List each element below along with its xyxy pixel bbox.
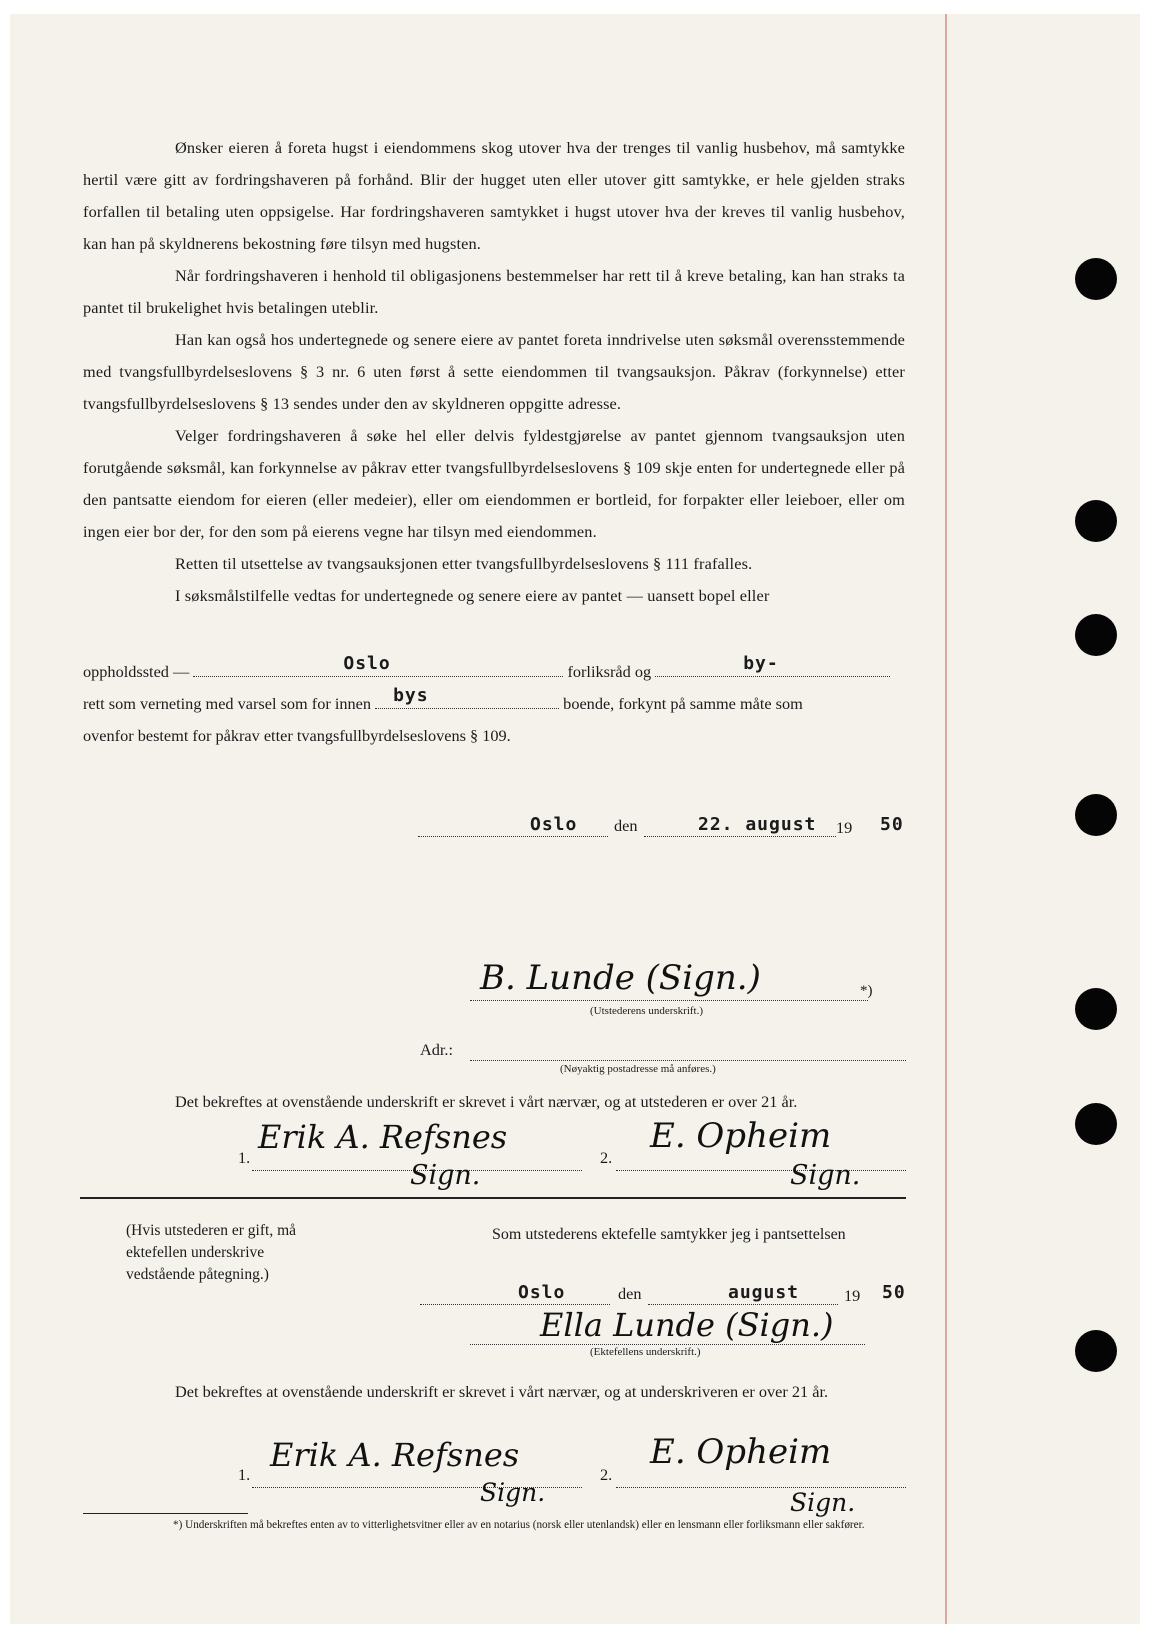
punch-hole	[1075, 500, 1117, 542]
witness-2b-signature: E. Opheim	[650, 1432, 832, 1472]
date1-year-suffix: 50	[880, 814, 904, 835]
witness-1-sign-note: Sign.	[410, 1160, 481, 1191]
date-fill-place	[418, 816, 608, 837]
venue-line-2	[83, 685, 905, 720]
spouse-caption: (Ektefellens underskrift.)	[590, 1346, 701, 1358]
date2-year-prefix: 19	[844, 1286, 861, 1305]
witness-2-number: 2.	[600, 1148, 613, 1167]
footnote-marker: *)	[860, 983, 873, 999]
witness-2b-sign-note: Sign.	[790, 1488, 856, 1517]
punch-hole	[1075, 988, 1117, 1030]
spouse-consent: Som utstederens ektefelle samtykker jeg i pantsettelsen	[492, 1226, 846, 1243]
witness-statement-2: Det bekreftes at ovenstående underskrift er skrevet i vårt nærvær, og at underskriveren er over 21 år.	[175, 1382, 829, 1401]
witness-2-sign-note: Sign.	[790, 1160, 861, 1191]
date-line-1	[418, 812, 908, 844]
issuer-signature-line	[470, 980, 868, 1001]
footnote: *) Underskriften må bekreftes enten av to vitterlighetsvitner eller av en notarius (norsk eller utenlandsk) eller en lensmann eller forliksmann eller sakfører.	[173, 1519, 865, 1531]
witness-1b-number: 1.	[238, 1465, 251, 1484]
place-fill	[193, 653, 563, 677]
address-label: Adr.:	[420, 1040, 454, 1059]
punch-hole	[1075, 794, 1117, 836]
date2-fill-place	[420, 1284, 610, 1305]
issuer-caption: (Utstederens underskrift.)	[590, 1005, 704, 1017]
paragraph-utsettelse: Retten til utsettelse av tvangsauksjonen etter tvangsfullbyrdelseslovens § 111 frafalles.	[175, 554, 753, 573]
section-divider	[80, 1197, 906, 1199]
venue-line2-prefix: rett som verneting med varsel som for innen	[83, 694, 372, 713]
paragraph-hugst: Ønsker eieren å foreta hugst i eiendommens skog utover hva der trenges til vanlig husbehov, må samtykke hertil være gitt av fordringshaveren på forhånd. Blir der hugget uten eller utover gitt samtykke, er hele gjelden straks forfallen til betaling uten oppsigelse. Har fordringshaveren samtykket i hugst utover hva der kreves til vanlig husbehov, kan han på skyldnerens bekostning føre tilsyn med hugsten.	[83, 138, 905, 253]
punch-hole	[1075, 258, 1117, 300]
paragraph-inndrivelse: Han kan også hos undertegnede og senere eiere av pantet foreta inndrivelse uten søksmål overensstemmende med tvangsfullbyrdelseslovens § 3 nr. 6 uten først å sette eiendommen til tvangsauksjon. Påkrav (forkynnelse) etter tvangsfullbyrdelseslovens § 13 sendes under den av skyldneren oppgitte adresse.	[83, 330, 905, 413]
paragraph-tvangsauksjon: Velger fordringshaveren å søke hel eller delvis fyldestgjørelse av pantet gjennom tvangsauksjon uten forutgående søksmål, kan forkynnelse av påkrav etter tvangsfullbyrdelseslovens § 109 skje enten for undertegnede eller på den pantsatte eiendom for eieren (eller medeier), eller om eiendommen er bortleid, for forpakter eller leieboer, eller om ingen eier bor der, for den som på eierens vegne har tilsyn med eiendommen.	[83, 426, 905, 541]
date1-year-prefix: 19	[836, 818, 853, 837]
paragraph-soksmaal: I søksmålstilfelle vedtas for undertegnede og senere eiere av pantet — uansett bopel eller	[175, 586, 770, 605]
margin-line	[945, 14, 947, 1624]
date2-place: Oslo	[518, 1282, 566, 1303]
punch-hole	[1075, 614, 1117, 656]
date2-year-suffix: 50	[882, 1282, 906, 1303]
venue-mid: forliksråd og	[567, 662, 652, 681]
witness-2b-number: 2.	[600, 1465, 613, 1484]
venue-line-1	[83, 653, 905, 688]
date1-place: Oslo	[530, 814, 578, 835]
witness-2-signature: E. Opheim	[650, 1116, 832, 1156]
punch-hole	[1075, 1330, 1117, 1372]
venue-line-3: ovenfor bestemt for påkrav etter tvangsfullbyrdelseslovens § 109.	[83, 726, 511, 745]
body-text	[83, 132, 905, 612]
date2-den: den	[618, 1284, 642, 1303]
spouse-note: (Hvis utstederen er gift, må ektefellen underskrive vedstående påtegning.)	[126, 1222, 297, 1283]
area-fill	[375, 685, 559, 709]
spouse-signature: Ella Lunde (Sign.)	[540, 1306, 834, 1344]
witness-1b-sign-note: Sign.	[480, 1478, 546, 1507]
venue-court: by-	[743, 653, 779, 674]
venue-prefix: oppholdssted —	[83, 662, 190, 681]
witness-1-signature: Erik A. Refsnes	[258, 1118, 508, 1156]
issuer-signature: B. Lunde (Sign.)	[480, 958, 761, 998]
venue-line2-suffix: boende, forkynt på samme måte som	[563, 694, 803, 713]
court-fill	[655, 653, 890, 677]
paragraph-betaling: Når fordringshaveren i henhold til obligasjonens bestemmelser har rett til å kreve betaling, kan han straks ta pantet til brukelighet hvis betalingen uteblir.	[83, 266, 905, 317]
footnote-rule	[83, 1513, 248, 1514]
address-field[interactable]	[470, 1040, 906, 1061]
date1-day-month: 22. august	[698, 814, 817, 835]
venue-place: Oslo	[343, 653, 391, 674]
witness-statement-1: Det bekreftes at ovenstående underskrift er skrevet i vårt nærvær, og at utstederen er over 21 år.	[175, 1092, 798, 1111]
witness-1-number: 1.	[238, 1148, 251, 1167]
venue-area: bys	[393, 685, 429, 706]
date2-month: august	[728, 1282, 800, 1303]
punch-hole	[1075, 1103, 1117, 1145]
address-caption: (Nøyaktig postadresse må anføres.)	[560, 1063, 716, 1075]
witness-1b-signature: Erik A. Refsnes	[270, 1436, 520, 1474]
spouse-signature-line	[470, 1324, 865, 1345]
date1-den: den	[614, 816, 638, 835]
